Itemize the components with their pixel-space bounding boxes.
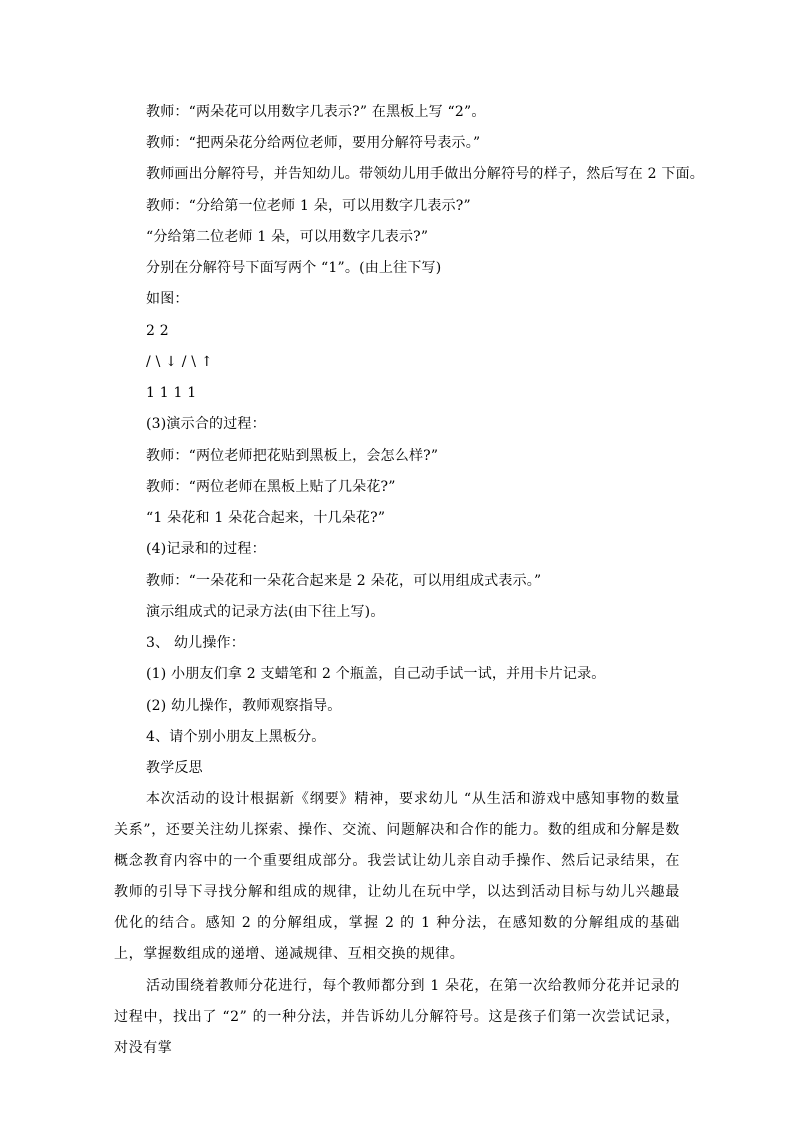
text-line-5: “分给第二位老师 1 朵，可以用数字几表示?” [146, 229, 429, 245]
text-line-17: 演示组成式的记录方法(由下往上写)。 [146, 604, 385, 620]
text-line-15: (4)记录和的过程： [146, 541, 266, 557]
diagram-line-numbers-top: 2 2 [146, 323, 169, 339]
text-line-4: 教师：“分给第一位老师 1 朵，可以用数字几表示?” [146, 198, 471, 214]
text-line-6: 分别在分解符号下面写两个 “1”。(由上往下写) [146, 260, 442, 276]
section-heading-3: 3、 幼儿操作： [146, 635, 245, 651]
text-line-19: (1) 小朋友们拿 2 支蜡笔和 2 个瓶盖，自己动手试一试，并用卡片记录。 [146, 666, 606, 682]
text-line-1: 教师：“两朵花可以用数字几表示?” 在黑板上写 “2”。 [146, 104, 486, 120]
text-line-12: 教师：“两位老师把花贴到黑板上，会怎么样?” [146, 448, 439, 464]
reflection-heading: 教学反思 [146, 760, 203, 776]
text-line-13: 教师：“两位老师在黑板上贴了几朵花?” [146, 479, 396, 495]
text-line-16: 教师：“一朵花和一朵花合起来是 2 朵花，可以用组成式表示。” [146, 573, 542, 589]
diagram-line-numbers-bottom: 1 1 1 1 [146, 385, 197, 401]
reflection-paragraph-2: 活动围绕着教师分花进行，每个教师都分到 1 朵花，在第一次给教师分花并记录的过程中，找出了 “2” 的一种分法，并告诉幼儿分解符号。这是孩子们第一次尝试记录，对没有掌 [114, 978, 680, 1056]
diagram-line-symbols: / \ ↓ / \ ↑ [146, 354, 213, 370]
text-line-7: 如图： [146, 291, 189, 307]
section-heading-4: 4、请个别小朋友上黑板分。 [146, 729, 326, 745]
text-line-2: 教师：“把两朵花分给两位老师，要用分解符号表示。” [146, 135, 481, 151]
text-line-20: (2) 幼儿操作，教师观察指导。 [146, 698, 342, 714]
text-line-11: (3)演示合的过程： [146, 416, 266, 432]
reflection-paragraph-1: 本次活动的设计根据新《纲要》精神，要求幼儿 “从生活和游戏中感知事物的数量关系”，还要关注幼儿探索、操作、交流、问题解决和合作的能力。数的组成和分解是数概念教育内容中的一个重要组成部分。我尝试让幼儿亲自动手操作、然后记录结果，在教师的引导下寻找分解和组成的规律，让幼儿在玩中学，以达到活动目标与幼儿兴趣最优化的结合。感知 2 的分解组成，掌握 2 的 1 种分法，在感知数的分解组成的基础上，掌握数组成的递增、递减规律、互相交换的规律。 [114, 791, 680, 962]
text-line-3: 教师画出分解符号，并告知幼儿。带领幼儿用手做出分解符号的样子，然后写在 2 下面。 [146, 166, 705, 182]
text-line-14: “1 朵花和 1 朵花合起来，十几朵花?” [146, 510, 386, 526]
